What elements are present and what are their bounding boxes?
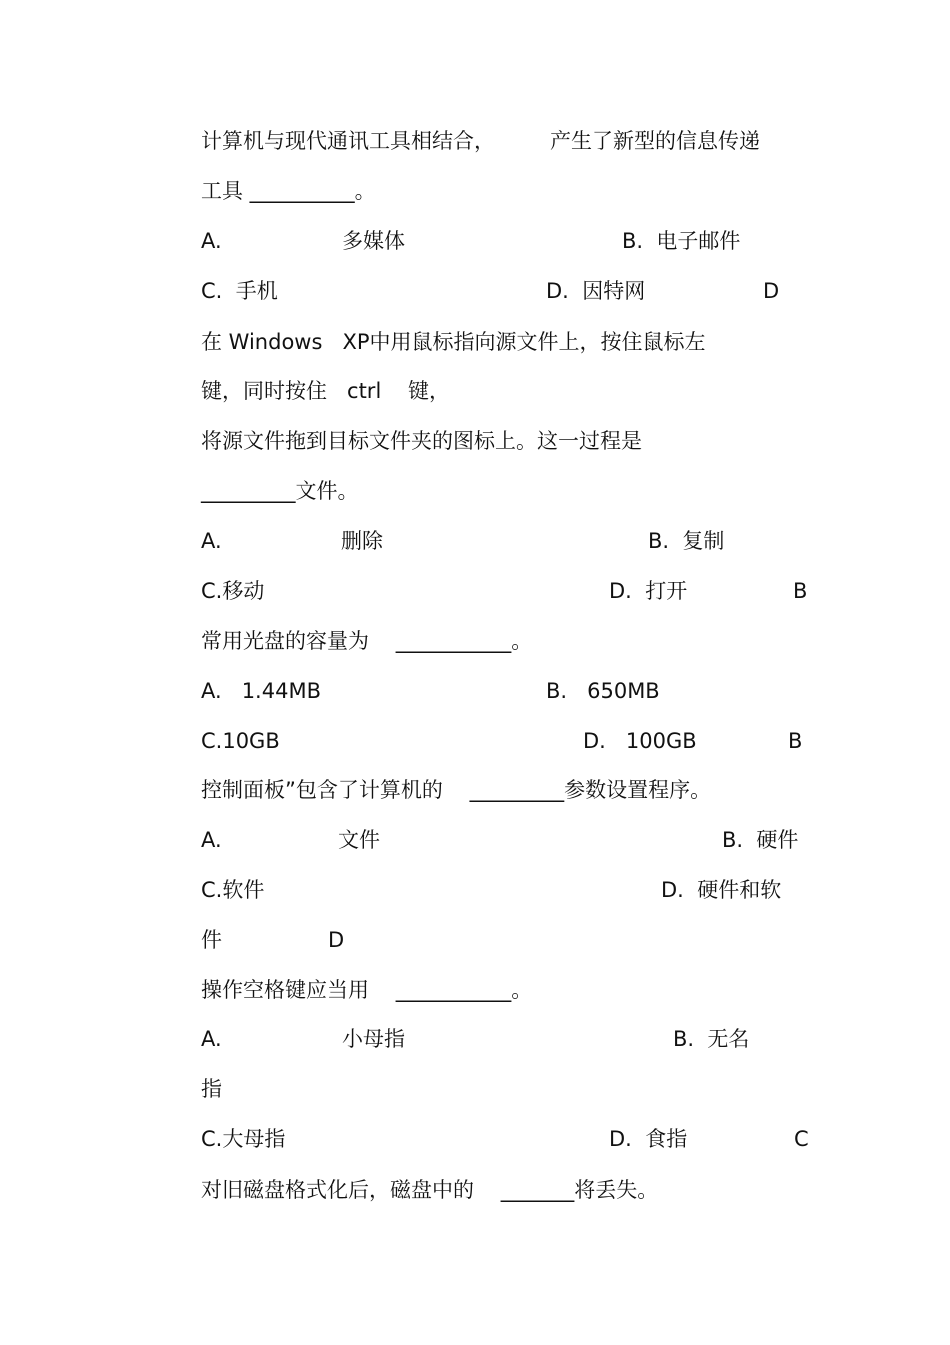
q6-stem-line1: 对旧磁盘格式化后，磁盘中的 _______将丢失。	[201, 1178, 659, 1202]
q2-option-d: D. 打开	[609, 579, 688, 603]
q2-stem-line2: 键，同时按住 ctrl 键，	[201, 379, 450, 403]
q1-option-a-text: 多媒体	[342, 229, 405, 253]
q2-option-a-text: 删除	[341, 529, 383, 553]
q2-stem-line3: 将源文件拖到目标文件夹的图标上。这一过程是	[201, 429, 642, 453]
q1-option-d: D. 因特网	[546, 279, 646, 303]
q1-answer: D	[763, 279, 780, 303]
q1-option-a-key: A.	[201, 229, 222, 253]
q5-option-b: B. 无名	[673, 1027, 750, 1051]
q5-option-a-text: 小母指	[342, 1027, 405, 1051]
q4-option-c: C.软件	[201, 878, 265, 902]
q5-option-d: D. 食指	[609, 1127, 688, 1151]
q3-answer: B	[788, 729, 803, 753]
q1-stem-line2: 工具 __________。	[201, 179, 376, 203]
q3-option-b: B. 650MB	[546, 679, 660, 703]
q5-option-a-key: A.	[201, 1027, 222, 1051]
q2-option-b: B. 复制	[648, 529, 725, 553]
q2-answer: B	[793, 579, 808, 603]
q2-option-a-key: A.	[201, 529, 222, 553]
q4-option-b: B. 硬件	[722, 828, 799, 852]
q5-stem-line1: 操作空格键应当用 ___________。	[201, 978, 533, 1002]
q4-option-a-key: A.	[201, 828, 222, 852]
q1-stem-line1b: 产生了新型的信息传递	[550, 129, 760, 153]
q1-option-c: C. 手机	[201, 279, 278, 303]
q4-option-d-continued: 件	[201, 928, 222, 952]
q3-option-c: C.10GB	[201, 729, 280, 753]
q5-option-b-continued: 指	[201, 1077, 222, 1101]
q4-stem-line1: 控制面板”包含了计算机的 _________参数设置程序。	[201, 778, 712, 802]
q4-option-a-text: 文件	[338, 828, 380, 852]
q3-option-a: A. 1.44MB	[201, 679, 321, 703]
q2-stem-line1: 在 Windows XP中用鼠标指向源文件上，按住鼠标左	[201, 330, 706, 354]
q4-option-d: D. 硬件和软	[661, 878, 782, 902]
q3-option-d: D. 100GB	[583, 729, 697, 753]
q2-option-c: C.移动	[201, 579, 265, 603]
q5-answer: C	[794, 1127, 809, 1151]
q1-option-b: B. 电子邮件	[622, 229, 741, 253]
q4-answer: D	[328, 928, 345, 952]
q3-stem-line1: 常用光盘的容量为 ___________。	[201, 629, 533, 653]
q2-stem-line4: _________文件。	[201, 479, 359, 503]
q5-option-c: C.大母指	[201, 1127, 286, 1151]
q1-stem-line1a: 计算机与现代通讯工具相结合，	[201, 129, 495, 153]
